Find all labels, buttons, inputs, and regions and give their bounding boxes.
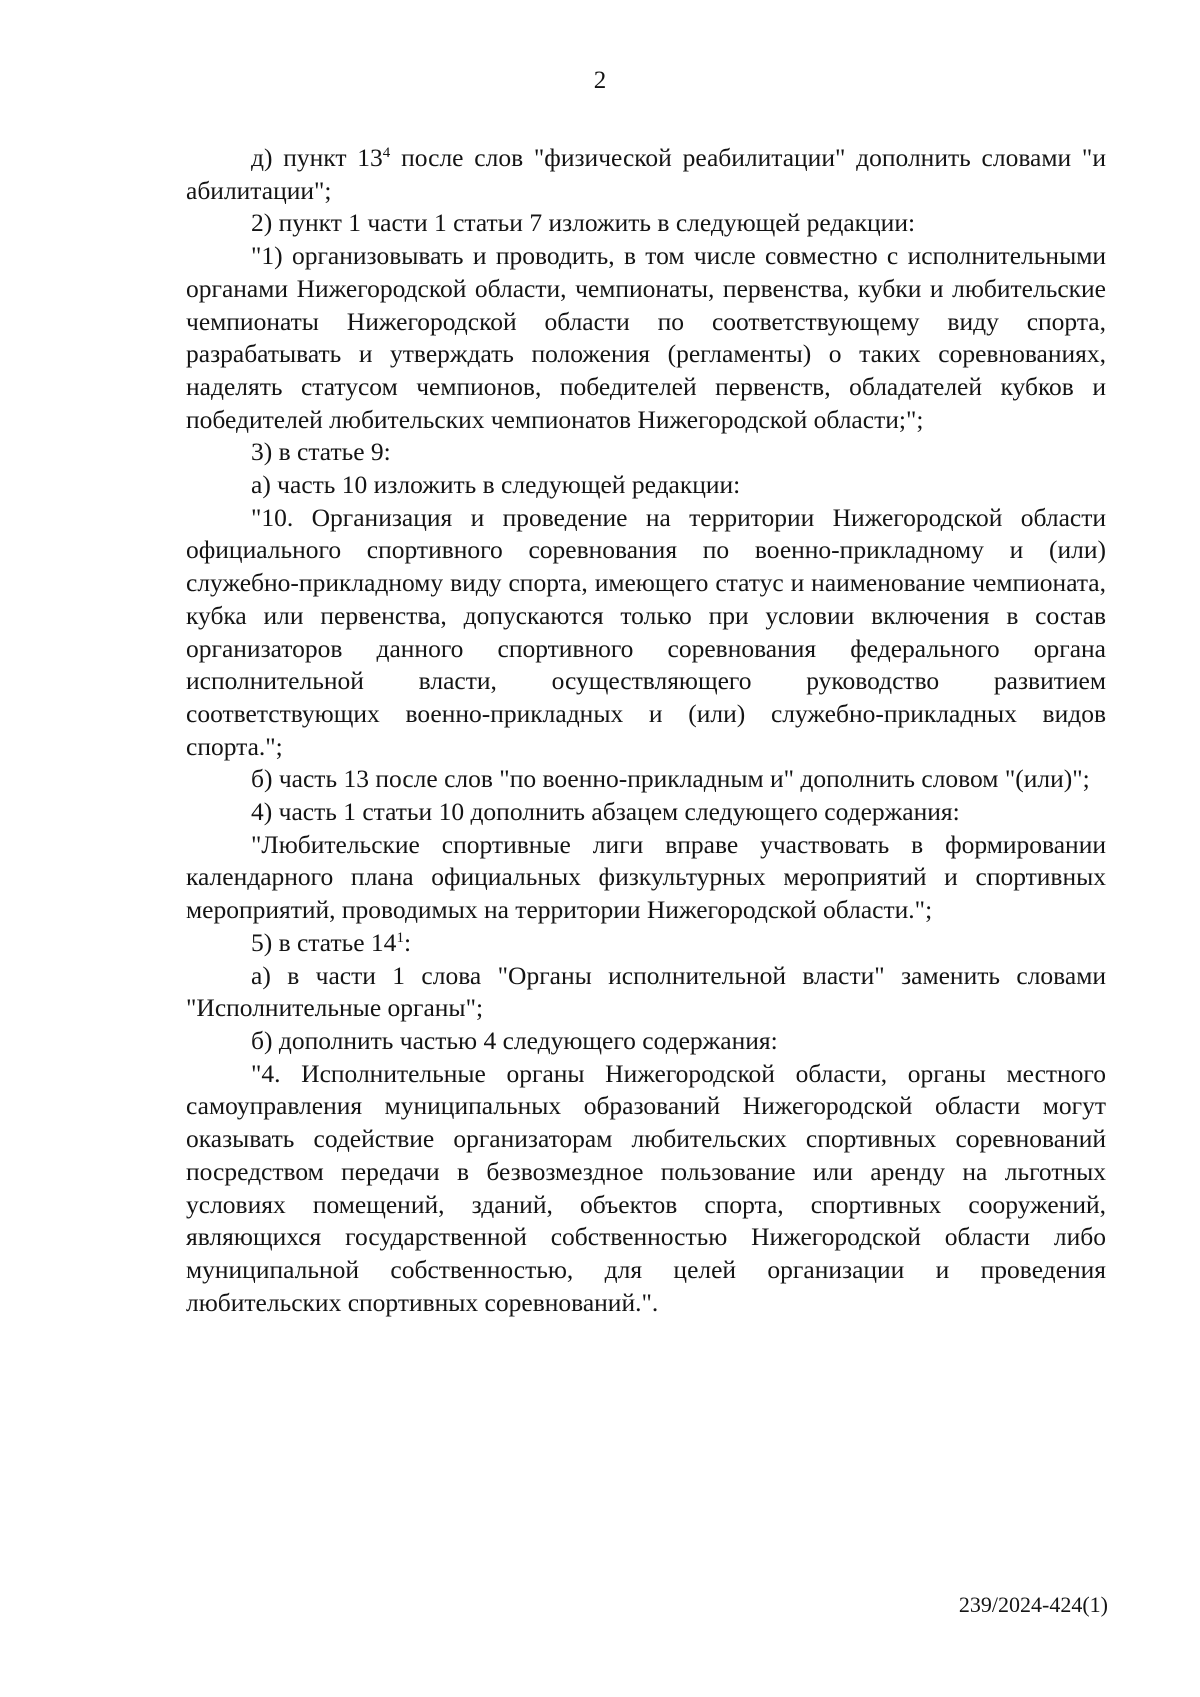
paragraph-text: 4) часть 1 статьи 10 дополнить абзацем следующего содержания:	[251, 797, 960, 827]
page-number: 2	[593, 67, 607, 94]
paragraph-9	[186, 829, 1106, 927]
document-body	[186, 142, 1106, 1319]
paragraph-5	[186, 469, 1106, 502]
paragraph-7	[186, 763, 1106, 796]
superscript: 4	[382, 145, 391, 161]
paragraph-text: 3) в статье 9:	[251, 437, 391, 467]
paragraph-text: а) часть 10 изложить в следующей редакции:	[251, 470, 741, 500]
superscript: 1	[396, 929, 404, 946]
paragraph-text: "4. Исполнительные органы Нижегородской области, органы местного самоуправления муниципальных образований Нижегородской области могут оказывать содействие организаторам любительских спортивных соревнований посредством передачи в безвозмездное пользование или аренду на льготных условиях помещений, зданий, объектов спорта, спортивных сооружений, являющихся государственной собственностью Нижегородской области либо муниципальной собственностью, для целей организации и проведения любительских спортивных соревнований.".	[186, 1058, 1106, 1317]
document-code: 239/2024-424(1)	[958, 1592, 1108, 1617]
paragraph-11	[186, 960, 1106, 1025]
paragraph-text: 2) пункт 1 части 1 статьи 7 изложить в следующей редакции:	[251, 208, 916, 238]
paragraph-text: "Любительские спортивные лиги вправе участвовать в формировании календарного плана официальных физкультурных мероприятий и спортивных мероприятий, проводимых на территории Нижегородской области.";	[186, 829, 1106, 925]
paragraph-text: "1) организовывать и проводить, в том числе совместно с исполнительными органами Нижегородской области, чемпионаты, первенства, кубки и любительские чемпионаты Нижегородской области по соответствующему виду спорта, разрабатывать и утверждать положения (регламенты) о таких соревнованиях, наделять статусом чемпионов, победителей первенств, обладателей кубков и победителей любительских чемпионатов Нижегородской области;";	[186, 241, 1106, 434]
paragraph-text: "10. Организация и проведение на территории Нижегородской области официального спортивного соревнования по военно-прикладному и (или) служебно-прикладному виду спорта, имеющего статус и наименование чемпионата, кубка или первенства, допускаются только при условии включения в состав организаторов данного спортивного соревнования федерального органа исполнительной власти, осуществляющего руководство развитием соответствующих военно-прикладных и (или) служебно-прикладных видов спорта.";	[186, 502, 1106, 761]
paragraph-8	[186, 796, 1106, 829]
paragraph-4	[186, 436, 1106, 469]
paragraph-13	[186, 1058, 1106, 1320]
paragraph-2	[186, 207, 1106, 240]
paragraph-1	[186, 142, 1106, 207]
paragraph-10	[186, 927, 1106, 960]
paragraph-text: после слов "физической реабилитации" дополнить словами "и абилитации";	[186, 143, 1106, 205]
paragraph-text: д) пункт 13	[251, 143, 383, 172]
paragraph-12	[186, 1025, 1106, 1058]
paragraph-text: а) в части 1 слова "Органы исполнительной власти" заменить словами "Исполнительные органы";	[186, 960, 1106, 1023]
paragraph-text: 5) в статье 14	[251, 927, 397, 957]
paragraph-6	[186, 502, 1106, 764]
paragraph-text: б) часть 13 после слов "по военно-прикладным и" дополнить словом "(или)";	[251, 764, 1090, 794]
paragraph-3	[186, 240, 1106, 436]
paragraph-text: :	[403, 927, 412, 957]
paragraph-text: б) дополнить частью 4 следующего содержания:	[251, 1025, 778, 1055]
